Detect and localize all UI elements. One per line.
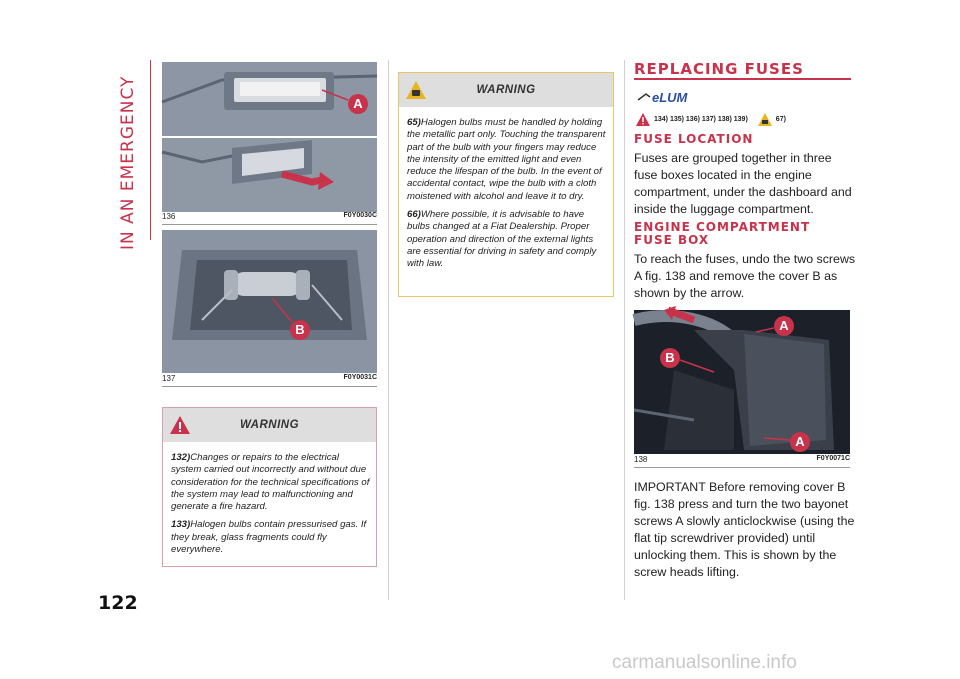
warning-box-132 (162, 407, 377, 567)
column-divider (388, 60, 389, 600)
engine-box-title-line2: FUSE BOX (634, 233, 710, 247)
warning-item-text: Changes or repairs to the electrical system carried out incorrectly and without due consideration for the technical specifications of the system may lead to malfunctioning and generate a fire hazard. (171, 452, 370, 513)
figure-137-image (162, 230, 377, 373)
warning-item-number: 133) (171, 519, 191, 531)
figure-number: 137 (162, 374, 176, 383)
figure-code: F0Y0071C (816, 455, 850, 462)
label-a-top: A (779, 318, 789, 333)
figure-code: F0Y0030C (343, 212, 377, 219)
warning-item-number: 65) (407, 117, 421, 128)
warning-item-text: Where possible, it is advisable to have bulbs changed at a Fiat Dealership. Proper operation and direction of the external lights are essential for driving in safety and comply with law. (407, 209, 597, 270)
title-underline (634, 78, 851, 80)
warning-item-number: 66) (407, 209, 421, 221)
svg-text:eLUM: eLUM (652, 90, 688, 105)
important-text: IMPORTANT Before removing cover B fig. 138 press and turn the two bayonet screws A slowly anticlockwise (using the flat tip screwdriver provided) until unlocking them. This is shown by the screw heads lifting. (634, 480, 855, 579)
chapter-title: IN AN EMERGENCY (118, 75, 138, 250)
warning-item-text: Halogen bulbs contain pressurised gas. If they break, glass fragments could fly everywhere. (171, 519, 367, 556)
warning-item (407, 209, 607, 270)
warning-box-65 (398, 72, 614, 297)
elum-icon (636, 88, 688, 106)
engine-box-text: To reach the fuses, undo the two screws A fig. 138 and remove the cover B as shown by the arrow. (634, 252, 856, 300)
warning-title: WARNING (476, 84, 536, 96)
figure-136-image (162, 62, 377, 212)
warning-item (407, 117, 607, 203)
figure-code: F0Y0031C (343, 374, 377, 381)
label-a: A (353, 96, 363, 111)
warning-triangle-icon (169, 414, 191, 436)
warning-item (171, 452, 370, 513)
figure-136 (162, 62, 377, 225)
warning-header (399, 73, 613, 107)
warning-triangle-icon (636, 113, 650, 126)
fuse-location-text: Fuses are grouped together in three fuse boxes located in the engine compartment, under the dashboard and inside the luggage compartment. (634, 151, 852, 216)
engine-box-title-line1: ENGINE COMPARTMENT (634, 220, 811, 234)
warning-title: WARNING (239, 419, 300, 431)
figure-137 (162, 230, 377, 387)
label-b: B (295, 322, 305, 337)
fuse-location-title: FUSE LOCATION (634, 132, 754, 146)
warning-body (171, 452, 370, 562)
warning-body (407, 117, 607, 277)
figure-number: 138 (634, 455, 648, 464)
figure-number: 136 (162, 212, 176, 221)
figure-138-image (634, 310, 850, 454)
reference-numbers: 134) 135) 136) 137) 138) 139) (654, 116, 748, 123)
warning-item-text: Halogen bulbs must be handled by holding the metallic part only. Touching the transparent part of the bulb with your fingers may reduce the intensity of the emitted light and even reduce the lifespan of the bulb. In the event of accidental contact, wipe the bulb with a cloth moistened with alcohol and leave it to dry. (407, 117, 606, 202)
references (636, 113, 786, 126)
figure-138 (634, 310, 850, 468)
replacing-fuses-title: REPLACING FUSES (634, 60, 804, 78)
page-number: 122 (98, 592, 138, 614)
column-divider (624, 60, 625, 600)
label-a-bottom: A (795, 434, 805, 449)
label-b: B (665, 350, 675, 365)
warning-triangle-icon (405, 79, 427, 101)
warning-item-number: 132) (171, 452, 191, 463)
chapter-line (150, 60, 151, 240)
reference-numbers-2: 67) (775, 116, 786, 123)
warning-header (163, 408, 376, 442)
caution-triangle-icon (758, 113, 772, 126)
warning-item (171, 519, 370, 556)
watermark: carmanualsonline.info (612, 652, 797, 673)
